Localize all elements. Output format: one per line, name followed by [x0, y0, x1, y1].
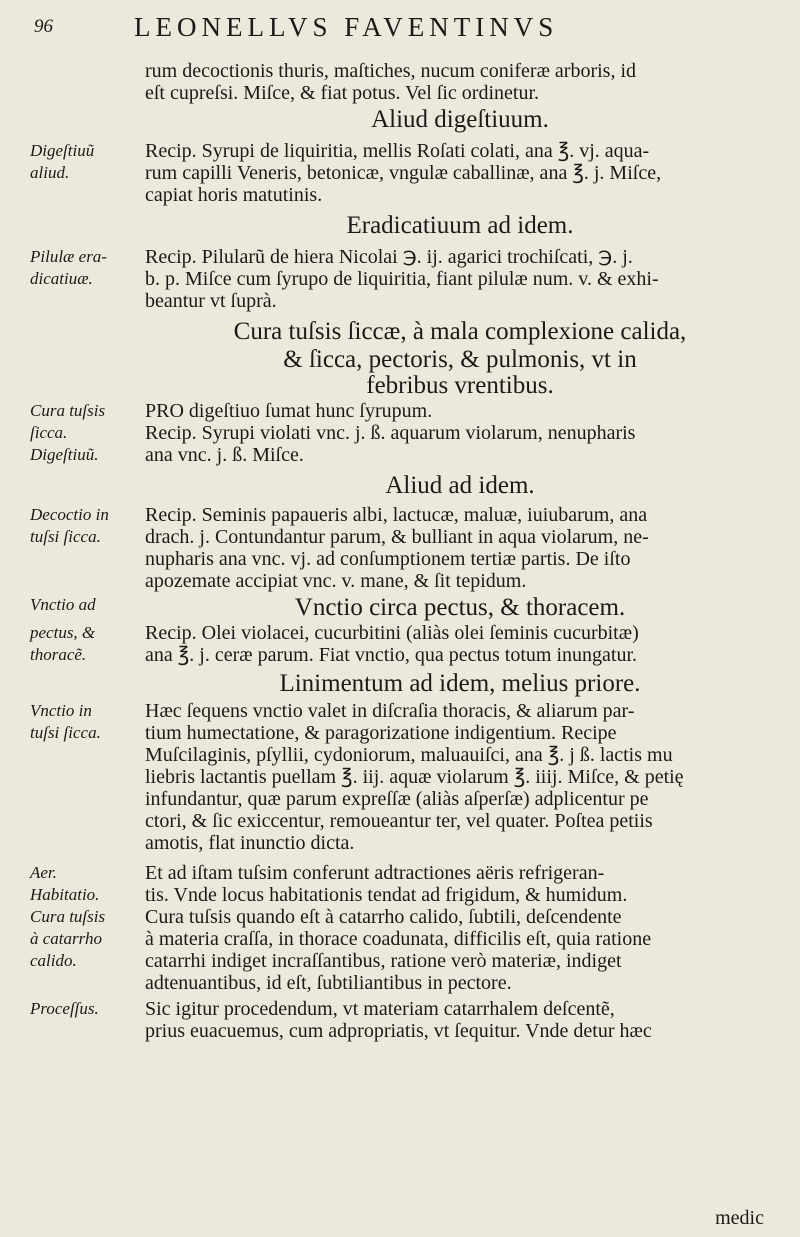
body-text: ana ℥. j. ceræ parum. Fiat vnctio, qua pectus totum inungatur.	[145, 644, 638, 666]
section-heading: Linimentum ad idem, melius priore.	[279, 670, 641, 697]
text-line	[0, 970, 800, 996]
body-text: Cura tuſsis quando eſt à catarrho calido, ſubtili, deſcendente	[145, 906, 622, 928]
text-line	[0, 370, 800, 399]
body-text: adtenuantibus, id eſt, ſubtiliantibus in pectore.	[145, 972, 512, 994]
marginal-note: Habitatio.	[30, 885, 100, 904]
text-line	[0, 104, 800, 133]
body-text: Recip. Syrupi de liquiritia, mellis Roſati colati, ana ℥. vj. aqua-	[145, 140, 650, 162]
text-line	[0, 1018, 800, 1044]
marginal-note: Digeſtiuũ	[30, 141, 95, 160]
body-text: Recip. Seminis papaueris albi, lactucæ, maluæ, iuiubarum, ana	[145, 504, 648, 526]
marginal-note: Digeſtiuũ.	[30, 445, 99, 464]
text-line	[0, 470, 800, 499]
text-line	[0, 830, 800, 856]
body-text: Muſcilaginis, pſyllii, cydoniorum, maluauiſci, ana ℥. j ß. lactis mu	[145, 744, 673, 766]
catchword: medic	[715, 1207, 764, 1229]
body-text: Sic igitur procedendum, vt materiam catarrhalem deſcentẽ,	[145, 998, 615, 1020]
marginal-note: dicatiuæ.	[30, 269, 93, 288]
body-text: nupharis ana vnc. vj. ad conſumptionem tertiæ partis. De iſto	[145, 548, 631, 570]
text-line	[0, 288, 800, 314]
page-header	[0, 12, 800, 46]
marginal-note: thoracẽ.	[30, 645, 87, 664]
text-line	[0, 642, 800, 668]
text-line	[0, 442, 800, 468]
marginal-note: calido.	[30, 951, 77, 970]
body-text: prius euacuemus, cum adpropriatis, vt ſequitur. Vnde detur hæc	[145, 1020, 652, 1042]
page-number: 96	[34, 16, 53, 37]
marginal-note: aliud.	[30, 163, 70, 182]
text-line	[0, 210, 800, 239]
marginal-note: pectus, &	[30, 623, 96, 642]
text-line	[0, 344, 800, 373]
text-line	[0, 568, 800, 594]
body-text: catarrhi indiget incraſſantibus, ratione verò materiæ, indiget	[145, 950, 622, 972]
marginal-note: à catarrho	[30, 929, 102, 948]
marginal-note: Vnctio in	[30, 701, 92, 720]
body-text: infundantur, quæ parum expreſſæ (aliàs aſperſæ) adplicentur pe	[145, 788, 649, 810]
body-text: rum decoctionis thuris, maſtiches, nucum coniferæ arboris, id	[145, 60, 636, 82]
body-text: PRO digeſtiuo ſumat hunc ſyrupum.	[145, 400, 433, 422]
section-heading: Cura tuſsis ſiccæ, à mala complexione calida,	[233, 318, 687, 345]
text-line	[0, 592, 800, 621]
text-line	[0, 316, 800, 345]
body-text: capiat horis matutinis.	[145, 184, 323, 206]
marginal-note: Vnctio ad	[30, 595, 96, 614]
body-text: Recip. Pilularũ de hiera Nicolai ℈. ij. agarici trochiſcati, ℈. j.	[145, 246, 633, 268]
body-text: tis. Vnde locus habitationis tendat ad frigidum, & humidum.	[145, 884, 628, 906]
body-text: Et ad iſtam tuſsim conferunt adtractiones aëris refrigeran-	[145, 862, 605, 884]
marginal-note: Cura tuſsis	[30, 401, 106, 420]
section-heading: Aliud ad idem.	[385, 472, 535, 499]
body-text: rum capilli Veneris, betonicæ, vngulæ caballinæ, ana ℥. j. Miſce,	[145, 162, 662, 184]
marginal-note: tuſsi ſicca.	[30, 527, 101, 546]
marginal-note: Pilulæ era-	[30, 247, 107, 266]
body-text: Recip. Syrupi violati vnc. j. ß. aquarum violarum, nenupharis	[145, 422, 636, 444]
section-heading: Aliud digeſtiuum.	[371, 106, 549, 133]
body-text: tium humectatione, & paragorizatione indigentium. Recipe	[145, 722, 617, 744]
body-text: apozemate accipiat vnc. v. mane, & ſit tepidum.	[145, 570, 527, 592]
marginal-note: Decoctio in	[30, 505, 109, 524]
marginal-note: tuſsi ſicca.	[30, 723, 101, 742]
text-line	[0, 182, 800, 208]
text-line	[0, 668, 800, 697]
body-text: liebris lactantis puellam ℥. iij. aquæ violarum ℥. iiij. Miſce, & petię	[145, 766, 684, 788]
body-text: à materia craſſa, in thorace coadunata, difficilis eſt, quia ratione	[145, 928, 652, 950]
body-text: amotis, flat inunctio dicta.	[145, 832, 355, 854]
marginal-note: ſicca.	[30, 423, 68, 442]
marginal-note: Cura tuſsis	[30, 907, 106, 926]
section-heading: Vnctio circa pectus, & thoracem.	[294, 594, 626, 621]
section-heading: Eradicatiuum ad idem.	[346, 212, 574, 239]
running-head: LEONELLVS FAVENTINVS	[134, 12, 559, 42]
body-text: beantur vt ſuprà.	[145, 290, 277, 312]
section-heading: & ſicca, pectoris, & pulmonis, vt in	[283, 346, 637, 373]
body-text: Recip. Olei violacei, cucurbitini (aliàs olei ſeminis cucurbitæ)	[145, 622, 639, 644]
marginal-note: Aer.	[30, 863, 57, 882]
body-text: eſt cupreſsi. Miſce, & fiat potus. Vel ſic ordinetur.	[145, 82, 539, 104]
body-text: Hæc ſequens vnctio valet in diſcraſia thoracis, & aliarum par-	[145, 700, 635, 722]
body-text: b. p. Miſce cum ſyrupo de liquiritia, fiant pilulæ num. v. & exhi-	[145, 268, 659, 290]
text-line	[0, 80, 800, 106]
marginal-note: Proceſſus.	[30, 999, 99, 1018]
body-text: drach. j. Contundantur parum, & bulliant in aqua violarum, ne-	[145, 526, 649, 548]
section-heading: febribus vrentibus.	[366, 372, 554, 399]
body-text: ctori, & ſic exiccentur, remoueantur ter, vel quater. Poſtea petiis	[145, 810, 653, 832]
body-text: ana vnc. j. ß. Miſce.	[145, 444, 304, 466]
